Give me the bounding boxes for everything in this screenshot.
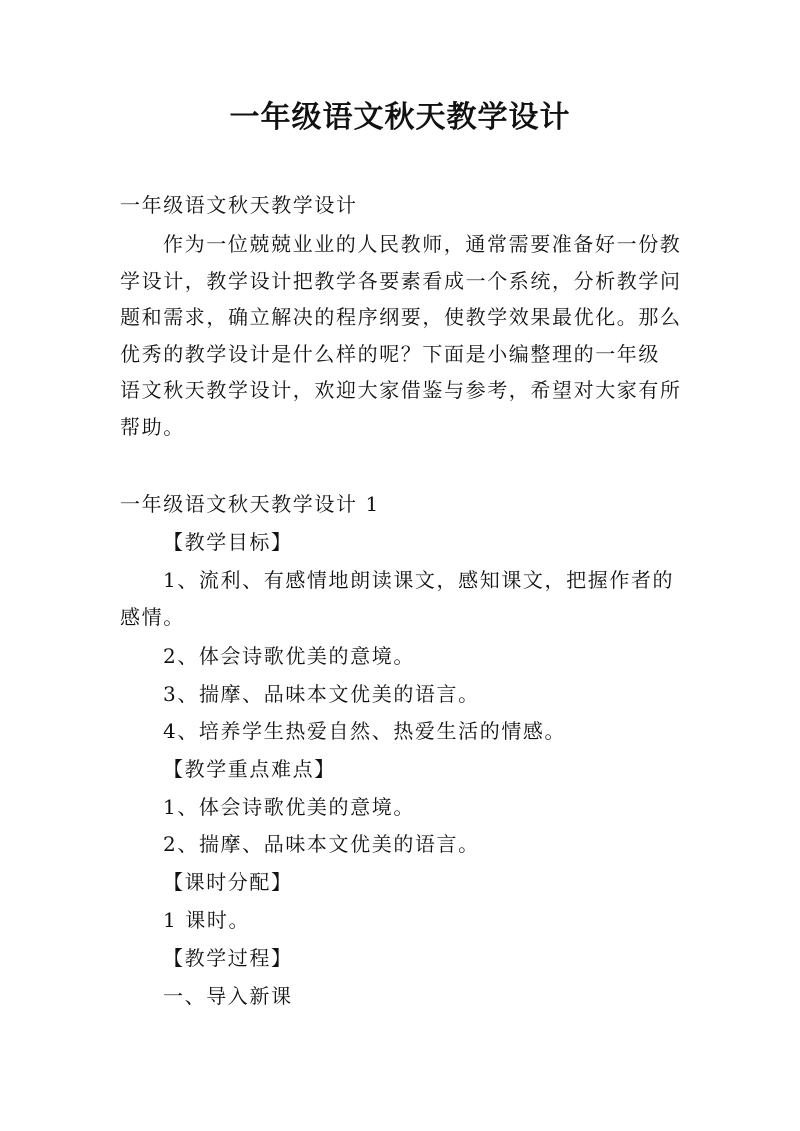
goal-item: 感情。 — [120, 605, 185, 629]
goal-item: 3、揣摩、品味本文优美的语言。 — [163, 682, 480, 706]
goal-item: 2、体会诗歌优美的意境。 — [163, 644, 415, 668]
section-heading: 一年级语文秋天教学设计 1 — [120, 492, 380, 516]
key-points-label: 【教学重点难点】 — [163, 757, 336, 781]
intro-line: 语文秋天教学设计，欢迎大家借鉴与参考，希望对大家有所 — [120, 378, 682, 402]
goals-label: 【教学目标】 — [163, 530, 293, 554]
goal-item: 4、培养学生热爱自然、热爱生活的情感。 — [163, 719, 567, 743]
document-title: 一年级语文秋天教学设计 — [229, 100, 571, 135]
intro-line: 优秀的教学设计是什么样的呢？下面是小编整理的一年级 — [120, 342, 660, 366]
time-value: 1 课时。 — [163, 908, 251, 932]
goal-item: 1、流利、有感情地朗读课文，感知课文，把握作者的 — [163, 568, 675, 592]
intro-line: 题和需求，确立解决的程序纲要，使教学效果最优化。那么 — [120, 305, 682, 329]
key-point-item: 1、体会诗歌优美的意境。 — [163, 795, 415, 819]
process-label: 【教学过程】 — [163, 946, 293, 970]
intro-line: 学设计，教学设计把教学各要素看成一个系统，分析教学问 — [120, 269, 682, 293]
key-point-item: 2、揣摩、品味本文优美的语言。 — [163, 832, 480, 856]
intro-line: 作为一位兢兢业业的人民教师，通常需要准备好一份教 — [163, 232, 682, 256]
document-subtitle: 一年级语文秋天教学设计 — [120, 193, 358, 217]
time-label: 【课时分配】 — [163, 870, 293, 894]
process-step: 一、导入新课 — [163, 984, 293, 1008]
intro-line: 帮助。 — [120, 415, 185, 439]
